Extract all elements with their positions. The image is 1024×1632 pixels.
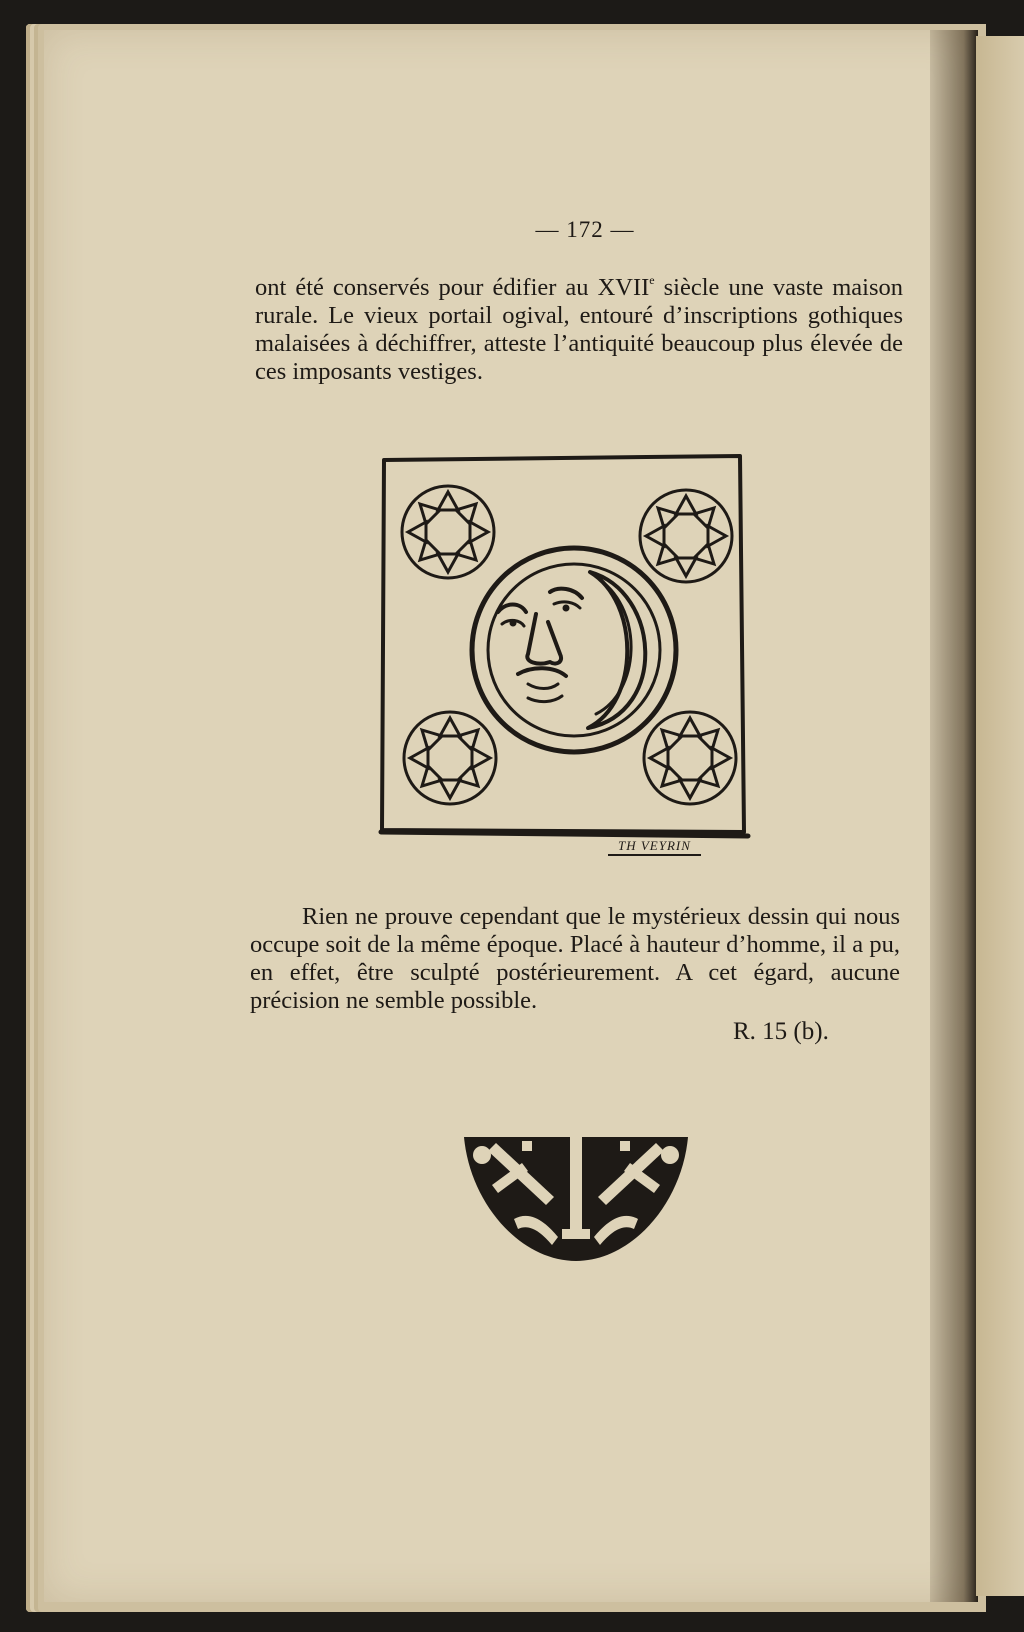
tailpiece-ornament — [462, 1133, 692, 1263]
reference-note: R. 15 (b). — [733, 1018, 829, 1045]
basque-ornament-tailpiece-icon — [462, 1133, 692, 1263]
carved-sun-face-stone-icon — [378, 452, 768, 862]
paragraph-1 — [255, 274, 903, 386]
facing-page — [976, 36, 1024, 1596]
carved-stone-figure — [378, 452, 768, 862]
spine-shadow — [930, 30, 978, 1602]
figure-artist-signature: TH VEYRIN — [608, 838, 701, 856]
paragraph-1-part-a: ont été conservés pour édifier au XVII — [255, 274, 650, 301]
paragraph-2: Rien ne prouve cependant que le mystérieux dessin qui nous occupe soit de la même époque. Placé à hauteur d’homme, il a pu, en effet, être sculpté postérieurement. A cet égard, aucune précision ne semble possible. — [250, 903, 900, 1014]
page-number: — 172 — — [535, 217, 635, 242]
century-superscript: e — [649, 273, 655, 287]
paragraph-1-part-b: siècle une vaste maison rurale. Le vieux portail ogival, entouré d’inscriptions gothiques malaisées à déchiffrer, atteste l’antiquité beaucoup plus élevée de ces imposants vestiges. — [255, 274, 903, 385]
